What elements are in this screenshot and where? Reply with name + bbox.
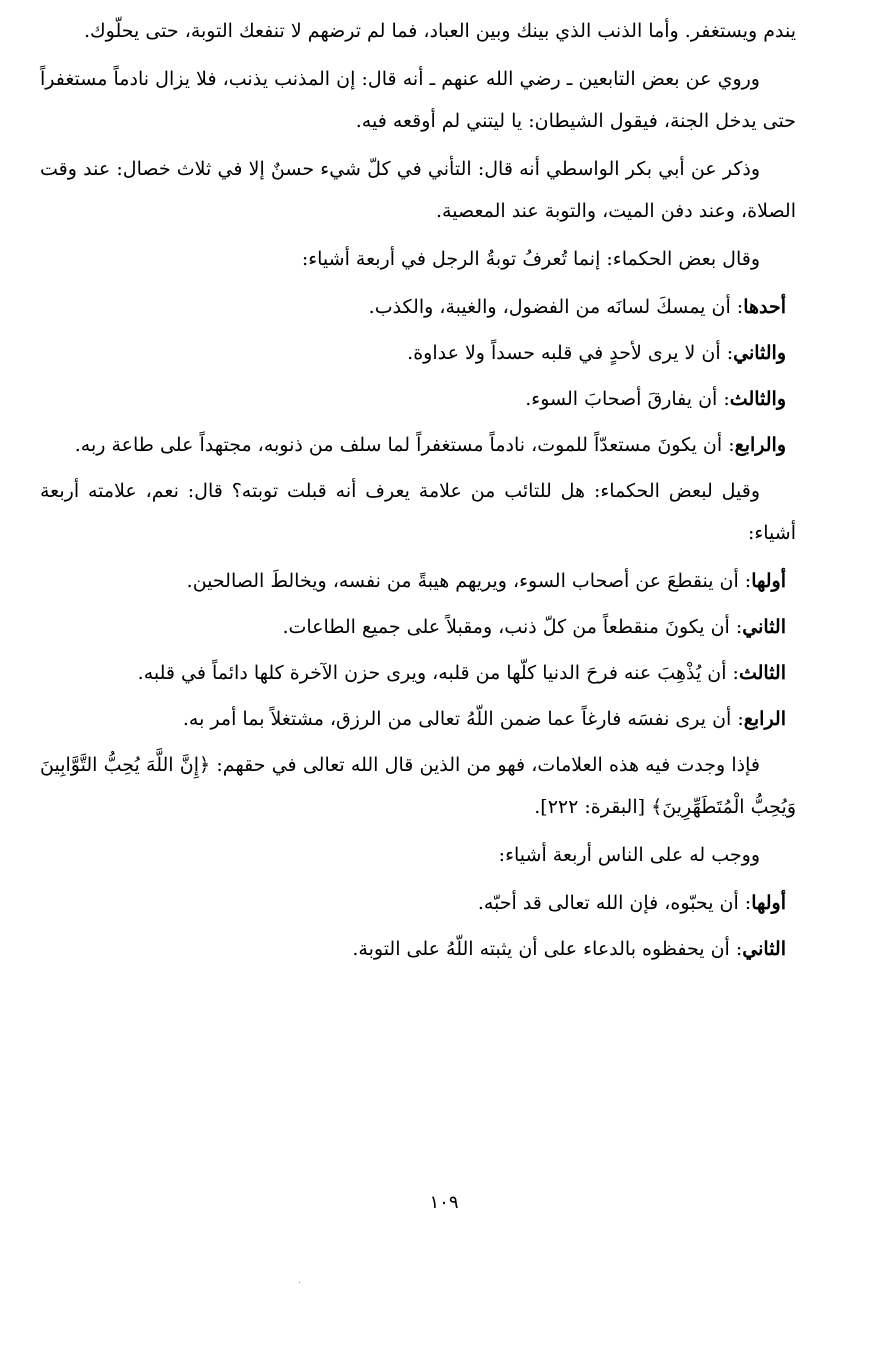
list-item — [40, 652, 796, 694]
list-item — [40, 698, 796, 740]
paragraph: فإذا وجدت فيه هذه العلامات، فهو من الذين قال الله تعالى في حقهم: ﴿إِنَّ اللَّهَ يُحِبُّ التَّوَّابِينَ وَيُحِبُّ الْمُتَطَهِّرِينَ﴾ [البقرة: ٢٢٢]. — [40, 754, 796, 818]
paragraph: وقال بعض الحكماء: إنما تُعرفُ توبةُ الرجل في أربعة أشياء: — [301, 248, 760, 270]
list-item — [40, 378, 796, 420]
item-lead: والثاني — [733, 342, 786, 364]
item-lead: الثاني — [742, 938, 786, 960]
item-text: : أن يكونَ مستعدّاً للموت، نادماً مستغفراً لما سلف من ذنوبه، مجتهداً على طاعة ربه. — [74, 434, 735, 456]
item-text: : أن لا يرى لأحدٍ في قلبه حسداً ولا عداوة. — [407, 342, 734, 364]
list-item — [40, 928, 796, 970]
item-text: : أن يمسكَ لسانَه من الفضول، والغيبة، والكذب. — [368, 296, 744, 318]
list-item — [40, 286, 796, 328]
item-lead: والرابع — [734, 434, 786, 456]
item-lead: الثاني — [742, 616, 786, 638]
speck-mark: · — [298, 1278, 302, 1289]
paragraph: وقيل لبعض الحكماء: هل للتائب من علامة يعرف أنه قبلت توبته؟ قال: نعم، علامته أربعة أشياء: — [40, 480, 796, 544]
item-text: : أن يفارقَ أصحابَ السوء. — [525, 388, 730, 410]
item-lead: أولها — [751, 570, 786, 592]
paragraph: وذكر عن أبي بكر الواسطي أنه قال: التأني في كلّ شيء حسنٌ إلا في ثلاث خصال: عند وقت الصلاة، وعند دفن الميت، والتوبة عند المعصية. — [40, 158, 796, 222]
item-lead: أولها — [751, 892, 786, 914]
item-text: : أن يُذْهِبَ عنه فرحَ الدنيا كلّها من قلبه، ويرى حزن الآخرة كلها دائماً في قلبه. — [137, 662, 739, 684]
paragraph: وروي عن بعض التابعين ـ رضي الله عنهم ـ أنه قال: إن المذنب يذنب، فلا يزال نادماً مستغفراً حتى يدخل الجنة، فيقول الشيطان: يا ليتني لم أوقعه فيه. — [40, 68, 796, 132]
item-text: : أن يرى نفسَه فارغاً عما ضمن اللّهُ تعالى من الرزق، مشتغلاً بما أمر به. — [182, 708, 744, 730]
paragraph: ووجب له على الناس أربعة أشياء: — [498, 844, 760, 866]
item-text: : أن يحبّوه، فإن الله تعالى قد أحبّه. — [477, 892, 752, 914]
page-number: ١٠٩ — [429, 1192, 459, 1213]
item-text: : أن يكونَ منقطعاً من كلّ ذنب، ومقبلاً على جميع الطاعات. — [282, 616, 743, 638]
list-item — [40, 606, 796, 648]
list-item — [40, 882, 796, 924]
paragraph: يندم ويستغفر. وأما الذنب الذي بينك وبين العباد، فما لم ترضهم لا تنفعك التوبة، حتى يحلّوك. — [83, 20, 796, 42]
item-lead: الرابع — [743, 708, 786, 730]
item-text: : أن ينقطعَ عن أصحاب السوء، ويريهم هيبةً من نفسه، ويخالطَ الصالحين. — [186, 570, 752, 592]
list-item — [40, 332, 796, 374]
item-lead: والثالث — [729, 388, 786, 410]
list-item — [40, 560, 796, 602]
item-lead: أحدها — [743, 296, 786, 318]
page-body — [40, 10, 796, 970]
item-text: : أن يحفظوه بالدعاء على أن يثبته اللّهُ على التوبة. — [352, 938, 743, 960]
item-lead: الثالث — [738, 662, 786, 684]
list-item — [40, 424, 796, 466]
